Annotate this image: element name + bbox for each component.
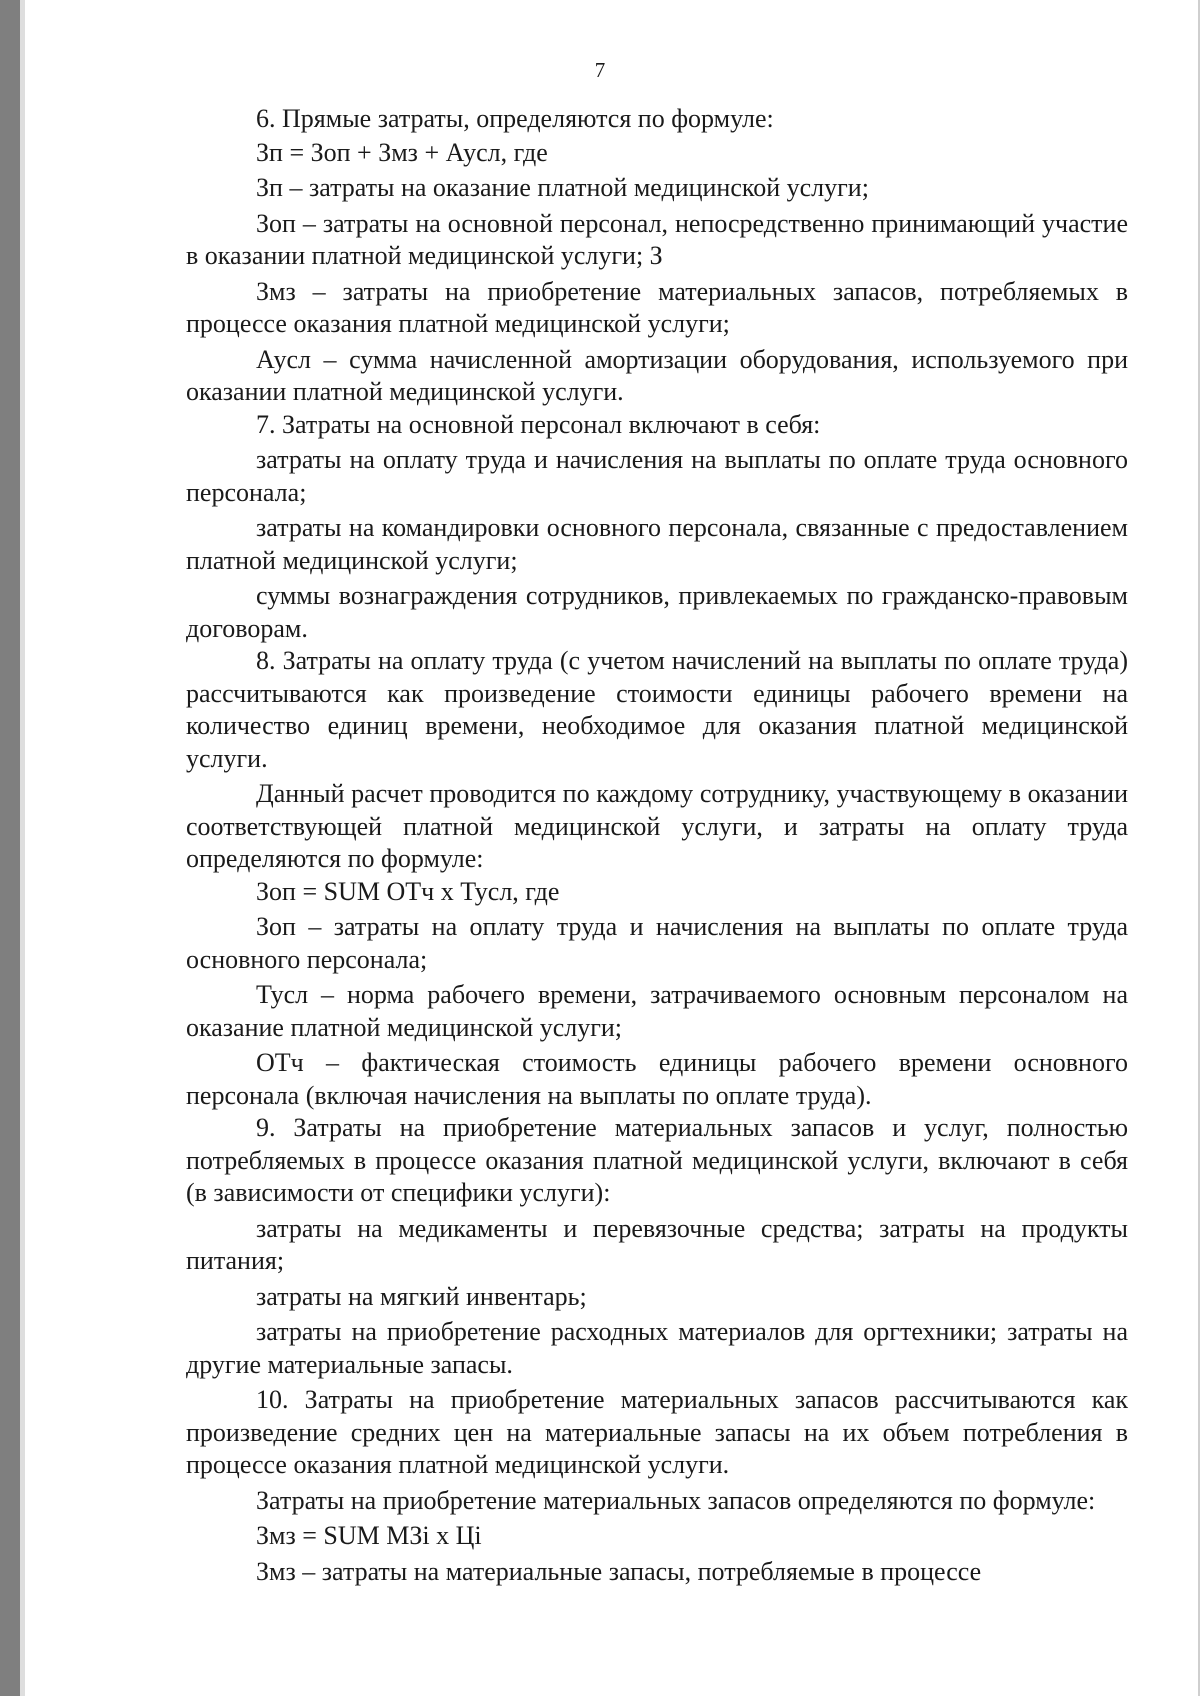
paragraph-8: 8. Затраты на оплату труда (с учетом начислений на выплаты по оплате труда) рассчитываются как произведение стоимости единицы рабочего времени на количество единиц времени, необходимое для оказания платной медицинской услуги. xyxy=(186,646,1128,773)
definition-tusl: Тусл – норма рабочего времени, затрачиваемого основным персоналом на оказание платной медицинской услуги; xyxy=(186,980,1128,1042)
paragraph-8-calc: Данный расчет проводится по каждому сотруднику, участвующему в оказании соответствующей платной медицинской услуги, и затраты на оплату труда определяются по формуле: xyxy=(186,779,1128,873)
formula-labor-costs: Зоп = SUM ОТч х Тусл, где xyxy=(256,876,560,906)
list-item-travel: затраты на командировки основного персонала, связанные с предоставлением платной медицинской услуги; xyxy=(186,513,1128,575)
formula-direct-costs: Зп = Зоп + Змз + Аусл, где xyxy=(256,137,548,167)
page-number: 7 xyxy=(594,58,606,82)
definition-zp: Зп – затраты на оказание платной медицинской услуги; xyxy=(256,173,869,202)
definition-zop: Зоп – затраты на основной персонал, непосредственно принимающий участие в оказании платной медицинской услуги; З xyxy=(186,208,1128,270)
list-item-office-supplies: затраты на приобретение расходных материалов для оргтехники; затраты на другие материальные запасы. xyxy=(186,1317,1128,1379)
list-item-contracts: суммы вознаграждения сотрудников, привлекаемых по гражданско-правовым договорам. xyxy=(186,581,1128,643)
list-item-soft-inventory: затраты на мягкий инвентарь; xyxy=(256,1281,587,1311)
definition-zop-2: Зоп – затраты на оплату труда и начисления на выплаты по оплате труда основного персонала; xyxy=(186,912,1128,974)
paragraph-7-heading: 7. Затраты на основной персонал включают в себя: xyxy=(256,409,821,439)
document-body xyxy=(186,103,1128,1588)
list-item-labor: затраты на оплату труда и начисления на выплаты по оплате труда основного персонала; xyxy=(186,445,1128,507)
paragraph-9: 9. Затраты на приобретение материальных запасов и услуг, полностью потребляемых в процессе оказания платной медицинской услуги, включают в себя (в зависимости от специфики услуги): xyxy=(186,1113,1128,1207)
paragraph-10-formula-intro: Затраты на приобретение материальных запасов определяются по формуле: xyxy=(256,1485,1096,1515)
definition-ausl: Аусл – сумма начисленной амортизации оборудования, используемого при оказании платной медицинской услуги. xyxy=(186,344,1128,406)
definition-zmz: Змз – затраты на приобретение материальных запасов, потребляемых в процессе оказания платной медицинской услуги; xyxy=(186,276,1128,338)
formula-material-costs: Змз = SUM МЗі х Ці xyxy=(256,1521,482,1550)
paragraph-10: 10. Затраты на приобретение материальных запасов рассчитываются как произведение средних цен на материальные запасы на их объем потребления в процессе оказания платной медицинской услуги. xyxy=(186,1385,1128,1479)
list-item-medicines: затраты на медикаменты и перевязочные средства; затраты на продукты питания; xyxy=(186,1213,1128,1275)
definition-otch: ОТч – фактическая стоимость единицы рабочего времени основного персонала (включая начисления на выплаты по оплате труда). xyxy=(186,1048,1128,1110)
left-margin-shadow xyxy=(20,0,25,1696)
definition-zmz-2: Змз – затраты на материальные запасы, потребляемые в процессе xyxy=(256,1556,982,1586)
paragraph-6-heading: 6. Прямые затраты, определяются по формуле: xyxy=(256,104,774,133)
left-margin-strip xyxy=(0,0,20,1696)
